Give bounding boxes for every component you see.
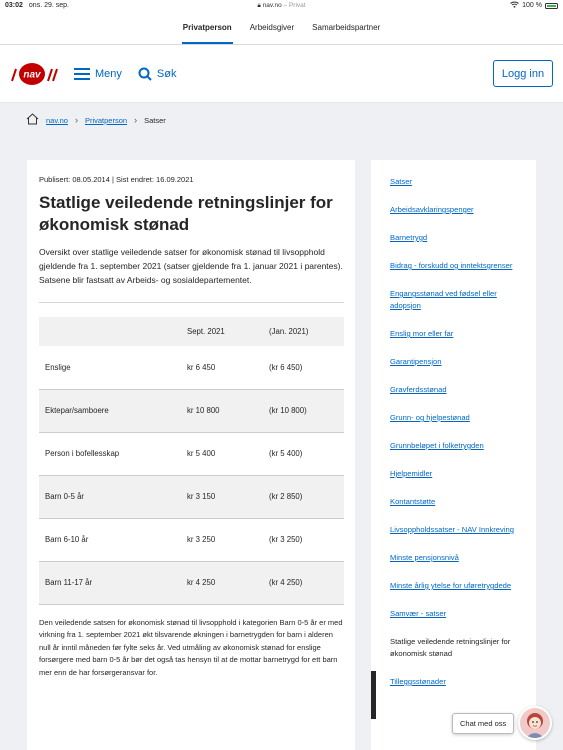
sidebar-link[interactable]: Hjelpemidler xyxy=(390,469,433,478)
sidebar-link[interactable]: Grunn- og hjelpestønad xyxy=(390,413,470,422)
table-row xyxy=(39,432,344,475)
chevron-right-icon: › xyxy=(74,115,78,125)
sidebar-item-grunnbelopet[interactable] xyxy=(390,440,526,452)
hamburger-icon xyxy=(74,68,90,80)
sidebar-item-arbeidsavklaringspenger[interactable] xyxy=(390,204,526,216)
sidebar-link[interactable]: Gravferdsstønad xyxy=(390,385,447,394)
address-bar[interactable] xyxy=(0,2,563,10)
table-cell: kr 4 250 xyxy=(181,561,263,604)
breadcrumb-link-privatperson[interactable]: Privatperson xyxy=(84,115,128,125)
sidebar-link[interactable]: Satser xyxy=(390,177,412,186)
menu-button[interactable] xyxy=(74,68,122,80)
sidebar-item-garantipensjon[interactable] xyxy=(390,356,526,368)
table-cell: Barn 11-17 år xyxy=(39,561,181,604)
breadcrumb xyxy=(26,113,166,127)
lock-icon: 🔒︎ xyxy=(257,1,261,9)
table-cell: (kr 5 400) xyxy=(263,432,344,475)
sidebar-item-gravferdsstonad[interactable] xyxy=(390,384,526,396)
sidebar-link[interactable]: Enslig mor eller far xyxy=(390,329,454,338)
sidebar-link[interactable]: Minste årlig ytelse for uføretrygdede xyxy=(390,581,512,590)
table-cell: Barn 0-5 år xyxy=(39,475,181,518)
address-suffix: – Privat xyxy=(283,1,306,9)
table-row xyxy=(39,389,344,432)
address-url: nav.no xyxy=(262,1,282,9)
table-cell: Barn 6-10 år xyxy=(39,518,181,561)
sidebar-link[interactable]: Bidrag - forskudd og inntektsgrenser xyxy=(390,261,513,270)
tab-samarbeidspartner[interactable]: Samarbeidspartner xyxy=(312,23,381,32)
table-cell: kr 5 400 xyxy=(181,432,263,475)
published-date: Publisert: 08.05.2014 | Sist endret: 16.09.2021 xyxy=(39,175,194,184)
sidebar-item-samvaer[interactable] xyxy=(390,608,526,620)
svg-text:nav: nav xyxy=(23,69,41,80)
table-cell: (kr 3 250) xyxy=(263,518,344,561)
battery-percent: 100 % xyxy=(522,2,542,9)
sidebar-item-engangsstonad[interactable] xyxy=(390,288,526,312)
sidebar-item-hjelpemidler[interactable] xyxy=(390,468,526,480)
chevron-right-icon: › xyxy=(134,115,138,125)
tab-privatperson[interactable]: Privatperson xyxy=(174,11,241,44)
sidebar-link[interactable]: Kontantstøtte xyxy=(390,497,436,506)
sidebar-item-grunn-hjelpestonad[interactable] xyxy=(390,412,526,424)
table-row xyxy=(39,475,344,518)
article-panel xyxy=(27,160,355,750)
status-date: ons. 29. sep. xyxy=(28,2,69,9)
table-cell: (kr 2 850) xyxy=(263,475,344,518)
table-cell: Person i bofellesskap xyxy=(39,432,181,475)
site-header xyxy=(0,45,563,103)
article-intro: Oversikt over statlige veiledende satser for økonomisk stønad til livsopphold gjeldende fra 1. september 2021 (satser gjeldende fra 1. januar 2021 i parentes). Satsene blir fastsatt av Arbeids- og sosialdepartementet. xyxy=(39,247,343,285)
breadcrumb-link-home[interactable]: nav.no xyxy=(46,115,68,125)
sidebar-link[interactable]: Grunnbeløpet i folketrygden xyxy=(390,441,484,450)
table-cell: Ektepar/samboere xyxy=(39,389,181,432)
table-cell: (kr 4 250) xyxy=(263,561,344,604)
table-row xyxy=(39,561,344,604)
sidebar-item-minste-pensjonsniva[interactable] xyxy=(390,552,526,564)
current-indicator xyxy=(371,671,376,719)
sidebar-link[interactable]: Garantipensjon xyxy=(390,357,442,366)
rates-table xyxy=(39,317,344,605)
chat-widget[interactable] xyxy=(452,706,552,740)
status-bar xyxy=(0,0,563,11)
breadcrumb-current: Satser xyxy=(144,115,166,125)
table-cell: Enslige xyxy=(39,346,181,389)
divider xyxy=(39,302,344,303)
nav-logo[interactable] xyxy=(10,61,58,87)
search-icon xyxy=(138,67,152,81)
sidebar-link[interactable]: Arbeidsavklaringspenger xyxy=(390,205,474,214)
sidebar-link[interactable]: Engangsstønad ved fødsel eller adopsjon xyxy=(390,289,497,310)
search-label: Søk xyxy=(156,67,177,80)
chat-avatar[interactable] xyxy=(518,706,552,740)
sidebar-item-satser[interactable] xyxy=(390,176,526,188)
table-row xyxy=(39,346,344,389)
table-cell: kr 10 800 xyxy=(181,389,263,432)
battery-icon xyxy=(545,3,558,9)
audience-nav xyxy=(0,11,563,45)
chat-button[interactable]: Chat med oss xyxy=(452,713,514,734)
page-title: Statlige veiledende retningslinjer for økonomisk stønad xyxy=(39,193,333,234)
table-cell: (kr 6 450) xyxy=(263,346,344,389)
sidebar-link[interactable]: Samvær - satser xyxy=(390,609,447,618)
status-time: 03:02 xyxy=(5,2,23,9)
sidebar-item-kontantstotte[interactable] xyxy=(390,496,526,508)
sidebar-list xyxy=(390,176,526,688)
sidebar-item-enslig-mor-far[interactable] xyxy=(390,328,526,340)
table-cell: kr 6 450 xyxy=(181,346,263,389)
table-cell: (kr 10 800) xyxy=(263,389,344,432)
sidebar-item-tilleggsstonader[interactable] xyxy=(390,676,526,688)
home-icon[interactable] xyxy=(26,113,39,127)
sidebar-link[interactable]: Tilleggsstønader xyxy=(390,677,446,686)
table-header: Sept. 2021 xyxy=(181,317,263,346)
sidebar-item-livsoppholdssatser[interactable] xyxy=(390,524,526,536)
table-header-row xyxy=(39,317,344,346)
table-cell: kr 3 250 xyxy=(181,518,263,561)
table-header: (Jan. 2021) xyxy=(263,317,344,346)
table-row xyxy=(39,518,344,561)
sidebar-link[interactable]: Livsoppholdssatser - NAV Innkreving xyxy=(390,525,514,534)
sidebar-item-minste-arlig-ytelse[interactable] xyxy=(390,580,526,592)
login-button[interactable]: Logg inn xyxy=(493,60,553,87)
sidebar-link[interactable]: Barnetrygd xyxy=(390,233,428,242)
sidebar-item-current: Statlige veiledende retningslinjer for økonomisk stønad xyxy=(390,637,511,658)
menu-label: Meny xyxy=(95,67,122,80)
tab-arbeidsgiver[interactable]: Arbeidsgiver xyxy=(249,23,295,32)
sidebar-item-barnetrygd[interactable] xyxy=(390,232,526,244)
table-cell: kr 3 150 xyxy=(181,475,263,518)
search-button[interactable] xyxy=(138,67,177,81)
article-body-text: Den veiledende satsen for økonomisk stønad til livsopphold i kategorien Barn 0-5 år er med virkning fra 1. september 2021 økt tilsvarende økningen i barnetrygden for barn i alderen null år inntil måneden før fylte seks år. Ved utmåling av økonomisk stønad for enslige forsørgere med barn 0-5 år bør det også tas hensyn til at de mottar barnetrygd for ett barn mer enn de har forsørgeransvar for. xyxy=(39,617,343,677)
related-sidebar xyxy=(371,160,536,750)
sidebar-link[interactable]: Minste pensjonsnivå xyxy=(390,553,459,562)
sidebar-item-bidrag[interactable] xyxy=(390,260,526,272)
table-header xyxy=(39,317,181,346)
